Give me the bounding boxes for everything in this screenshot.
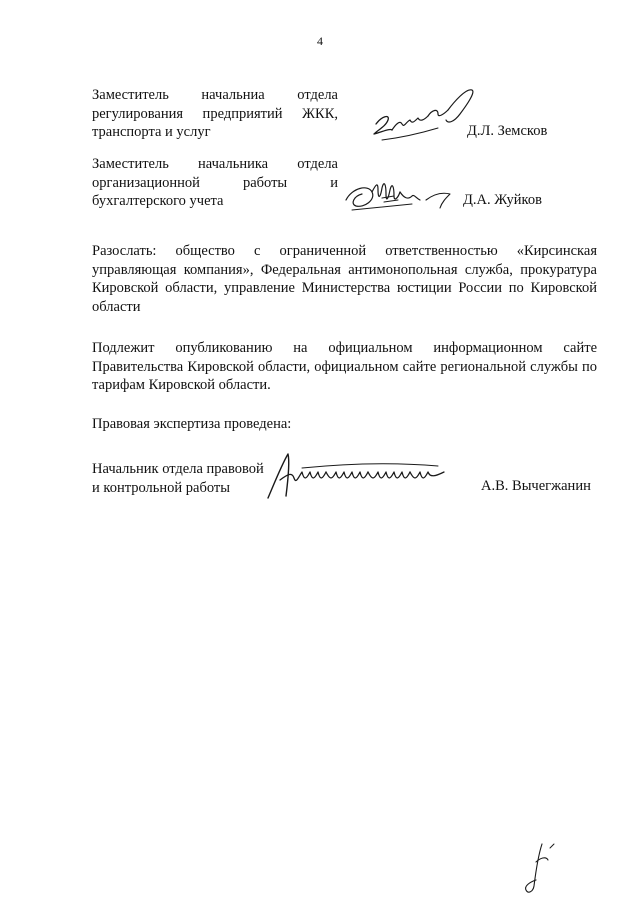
signatory-1-position-line-1: Заместитель начальниа отдела (92, 87, 338, 103)
page-number: 4 (317, 34, 323, 48)
signatory-1-position-line-2: регулирования предприятий ЖКК, (92, 105, 338, 122)
signatory-2-position-line-2: организационной работы и (92, 174, 338, 191)
signatory-1-position-line-3: транспорта и услуг (92, 124, 211, 140)
signatory-2-position-line-1: Заместитель начальника отдела (92, 156, 338, 172)
publication-note: Подлежит опубликованию на официальном информационном сайте Правительства Кировской области, официальном сайте региональной службы по тарифам Кировской области. (92, 340, 597, 393)
signature-vychegzhanin (262, 450, 448, 502)
signatory-1-position (92, 86, 338, 142)
signatory-2-position (92, 155, 338, 211)
legal-review-heading: Правовая экспертиза проведена: (92, 416, 292, 432)
legal-signatory-position-line-1: Начальник отдела правовой (92, 461, 264, 477)
signature-zhuykov (342, 178, 464, 218)
signatory-1-name: Д.Л. Земсков (467, 123, 548, 139)
initials-mark (516, 838, 560, 898)
legal-signatory-name: А.В. Вычегжанин (481, 478, 591, 494)
distribution-list: Разослать: общество с ограниченной ответственностью «Кирсинская управляющая компания», Федеральная антимонопольная служба, прокуратура Кировской области, управление Министерства юстиции России по Кировской области (92, 243, 597, 315)
legal-signatory-position-line-2: и контрольной работы (92, 479, 230, 496)
signatory-2-name: Д.А. Жуйков (463, 192, 542, 208)
signatory-2-position-line-3: бухгалтерского учета (92, 193, 224, 209)
signature-zemskov (368, 84, 478, 146)
